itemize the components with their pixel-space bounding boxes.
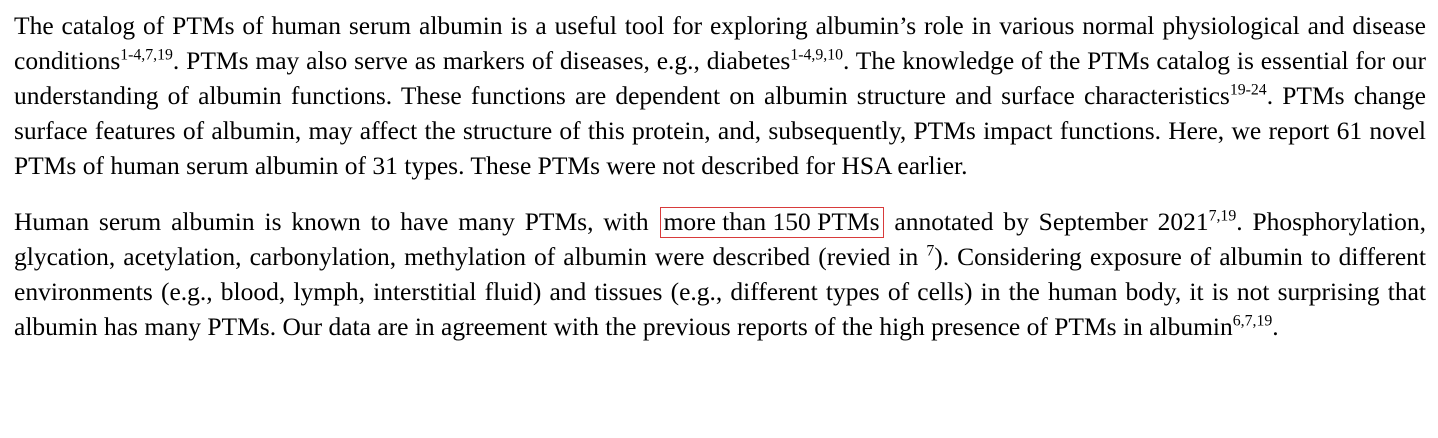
text-run: Human serum albumin is known to have many PTMs, with — [14, 207, 659, 236]
paragraph-1 — [14, 8, 1426, 183]
citation-reference: 7 — [926, 242, 935, 260]
highlighted-phrase: more than 150 PTMs — [660, 207, 884, 238]
text-run: . The knowledge of the PTMs catalog is essential for our understanding of albumin functions. These functions are dependent on albumin structure and surface characteristics — [14, 46, 1426, 110]
paragraph-2 — [14, 204, 1426, 344]
text-run: . PTMs change surface features of albumin, may affect the structure of this protein, and, subsequently, PTMs impact functions. Here, we report 61 novel PTMs of human serum albumin of 31 types. These PTMs were not described for HSA earlier. — [14, 81, 1427, 180]
text-run: annotated by September 2021 — [884, 207, 1209, 236]
citation-reference: 1-4,7,19 — [120, 46, 173, 64]
text-run: . Phosphorylation, glycation, acetylation, carbonylation, methylation of albumin were described (revied in — [14, 207, 1426, 271]
citation-reference: 19-24 — [1229, 81, 1267, 99]
text-run: . PTMs may also serve as markers of diseases, e.g., diabetes — [172, 46, 791, 75]
text-run: The catalog of PTMs of human serum albumin is a useful tool for exploring albumin’s role in various normal physiological and disease conditions — [14, 11, 1426, 75]
citation-reference: 7,19 — [1208, 207, 1237, 225]
citation-reference: 6,7,19 — [1232, 312, 1273, 330]
text-run: ). Considering exposure of albumin to different environments (e.g., blood, lymph, interstitial fluid) and tissues (e.g., different types of cells) in the human body, it is not surprising that albumin has many PTMs. Our data are in agreement with the previous reports of the high presence of PTMs in albumin — [14, 242, 1426, 341]
text-run: . — [1272, 312, 1279, 341]
citation-reference: 1-4,9,10 — [790, 46, 843, 64]
